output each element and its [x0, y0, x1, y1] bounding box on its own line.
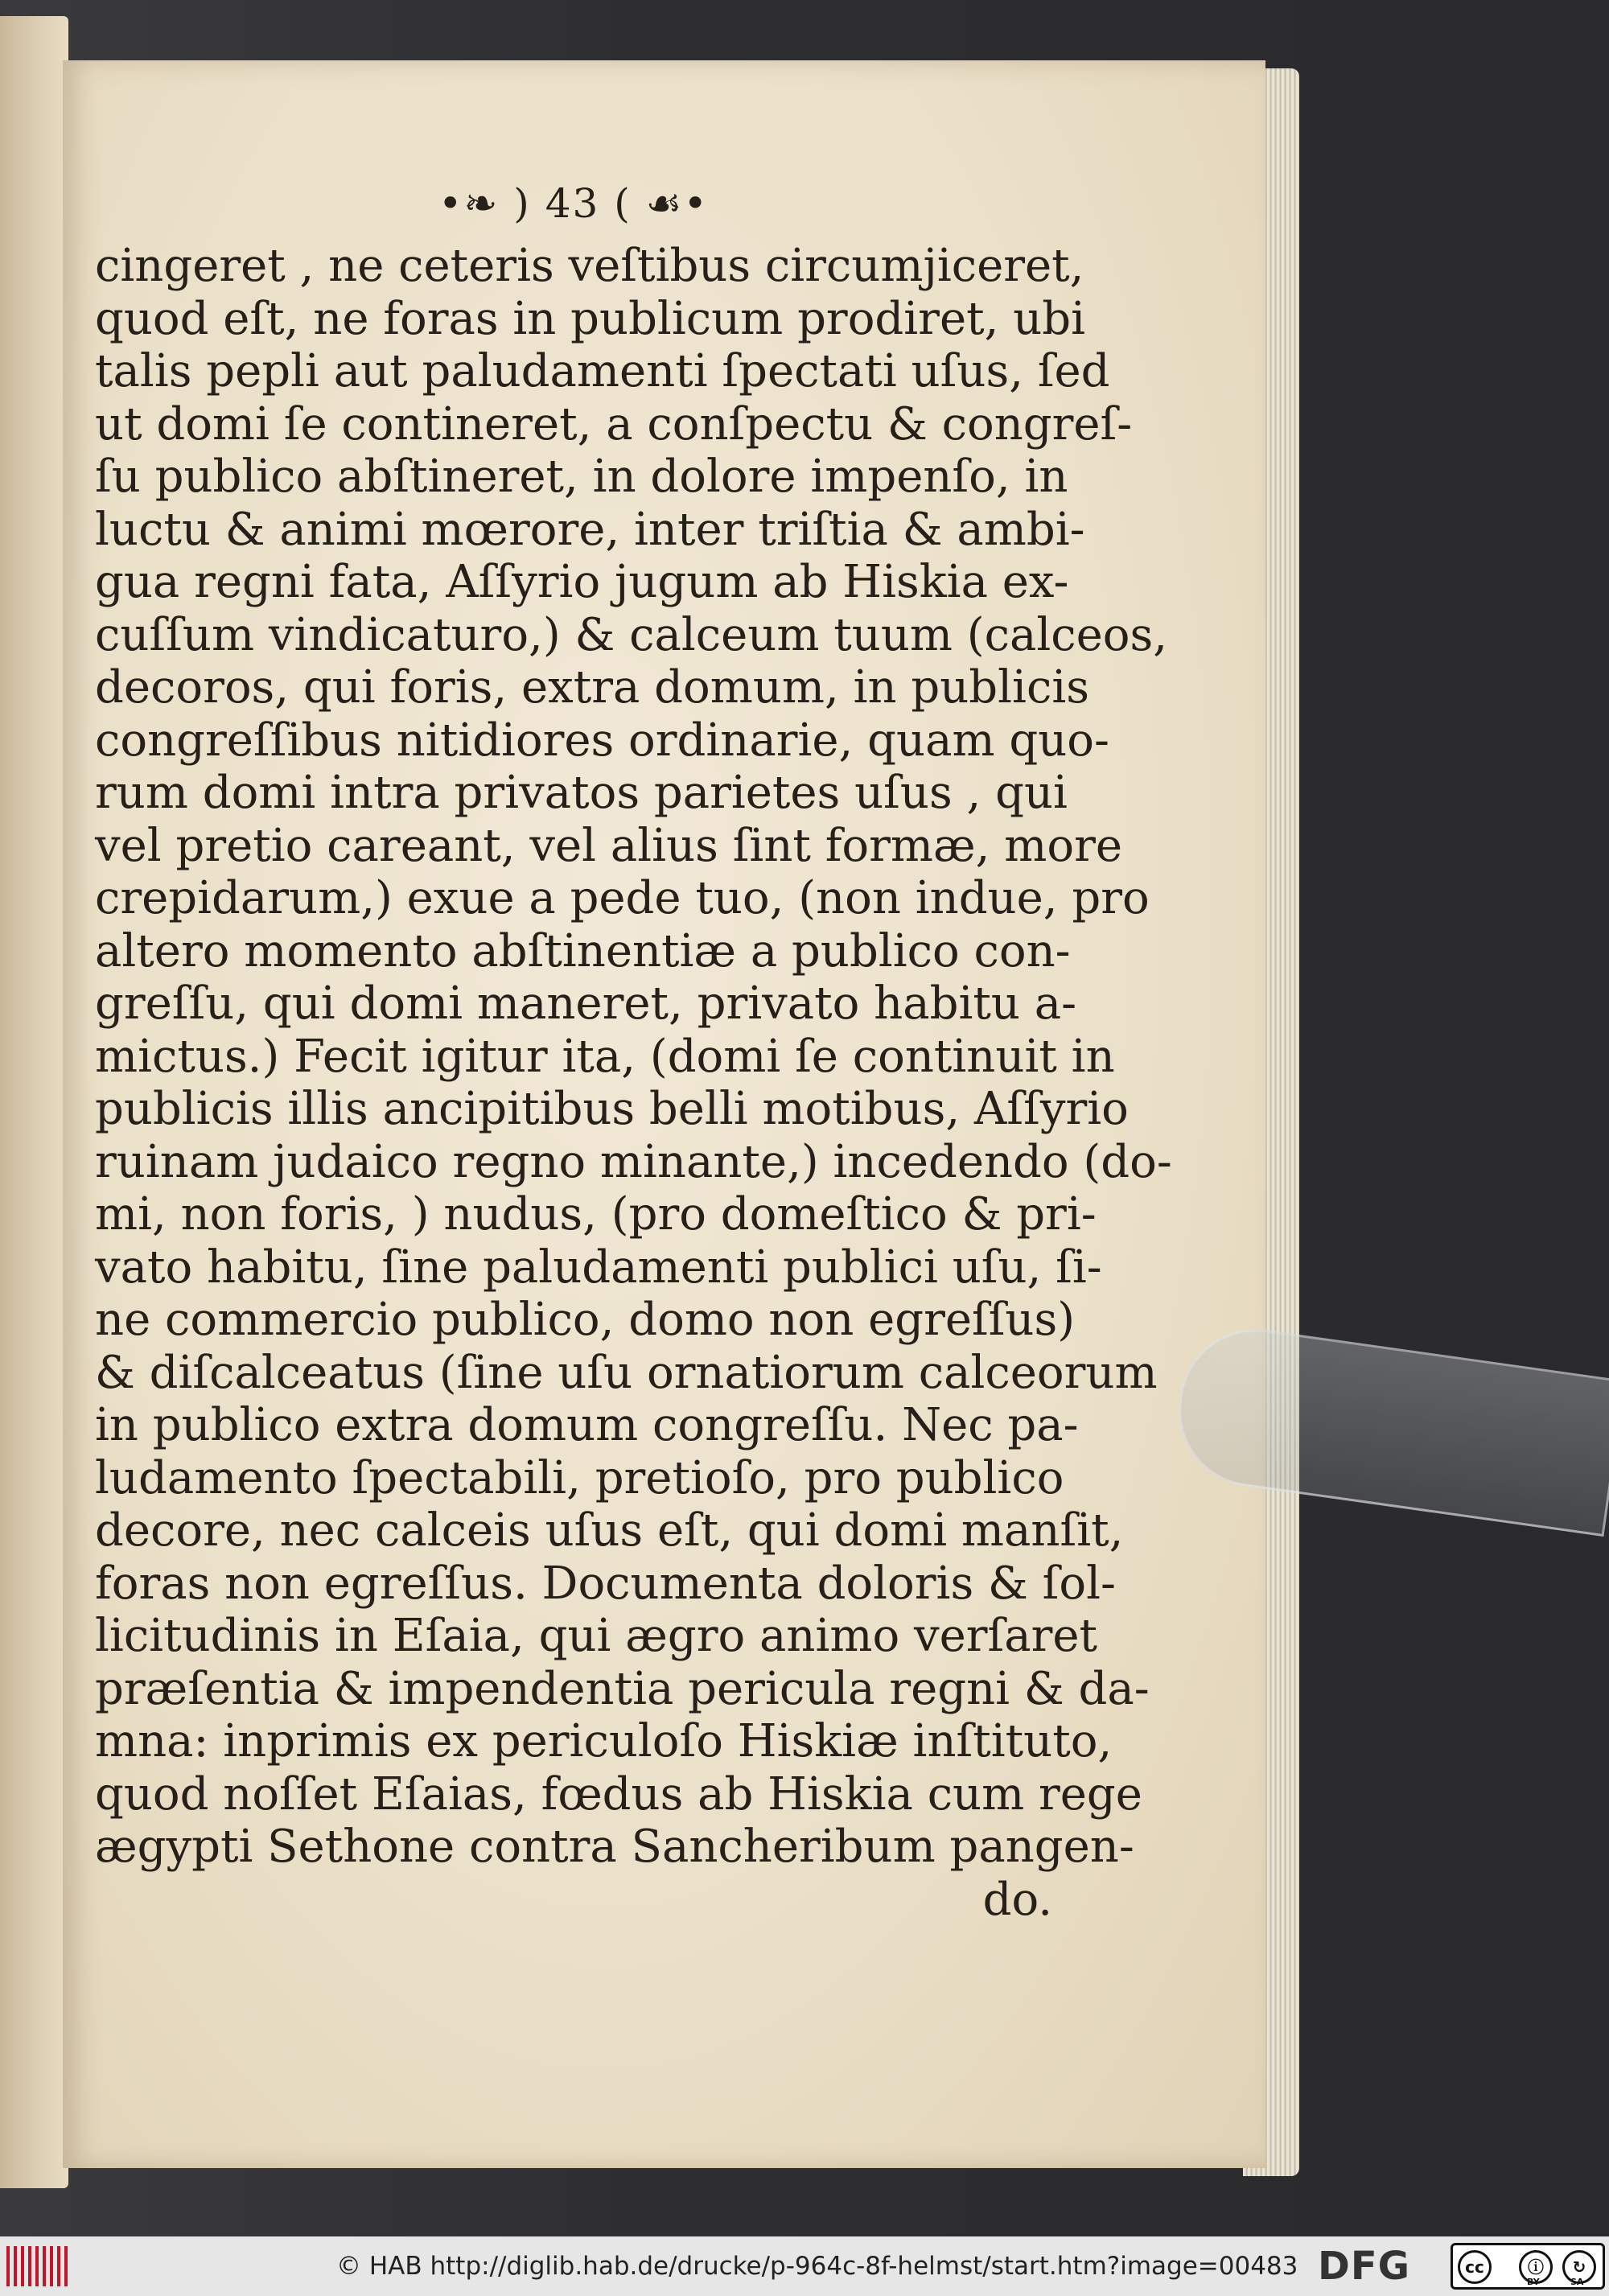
- by-icon: ⓘ: [1519, 2250, 1553, 2284]
- text-line: gua regni fata, Aſſyrio jugum ab Hiskia ex-: [95, 556, 1069, 608]
- text-line: rum domi intra privatos parietes uſus , qui: [95, 767, 1068, 819]
- text-line: quod noſſet Eſaias, fœdus ab Hiskia cum rege: [95, 1767, 1142, 1821]
- text-line: decoros, qui foris, extra domum, in publicis: [95, 661, 1089, 714]
- text-line: luctu & animi mœrore, inter triſtia & ambi-: [95, 503, 1085, 556]
- sa-icon: ↻: [1562, 2250, 1596, 2284]
- text-line: ut domi ſe contineret, a conſpectu & congreſ-: [95, 397, 1133, 451]
- text-line: decore, nec calceis uſus eſt, qui domi manſit,: [95, 1504, 1124, 1557]
- facing-page-edge: [0, 16, 68, 2188]
- footer-credit[interactable]: © HAB http://diglib.hab.de/drucke/p-964c-8f-helmst/start.htm?image=00483: [336, 2252, 1298, 2281]
- text-line: præſentia & impendentia pericula regni & da-: [95, 1662, 1150, 1715]
- text-line: congreſſibus nitidiores ordinarie, quam quo-: [95, 714, 1109, 767]
- cc-icon: cc: [1458, 2250, 1492, 2284]
- text-line: in publico extra domum congreſſu. Nec pa-: [95, 1399, 1079, 1451]
- page-header: •❧ ) 43 ( ☙•: [438, 180, 709, 227]
- text-lines: [95, 240, 1172, 1926]
- text-line: licitudinis in Eſaia, qui ægro animo verſaret: [95, 1610, 1098, 1662]
- dfg-logo: DFG: [1318, 2244, 1411, 2289]
- text-line: greſſu, qui domi maneret, privato habitu a-: [95, 977, 1077, 1030]
- text-line: foras non egreſſus. Documenta doloris & ſol-: [95, 1557, 1116, 1610]
- text-line: ludamento ſpectabili, pretioſo, pro publico: [95, 1451, 1064, 1504]
- text-line: ægypti Sethone contra Sancheribum pangen-: [95, 1821, 1134, 1873]
- text-line: do.: [982, 1873, 1052, 1926]
- text-line: publicis illis ancipitibus belli motibus, Aſſyrio: [95, 1083, 1129, 1135]
- text-line: talis pepli aut paludamenti ſpectati uſus, ſed: [95, 345, 1110, 397]
- text-line: cingeret , ne ceteris veſtibus circumjiceret,: [95, 240, 1084, 292]
- sa-label: SA: [1570, 2277, 1584, 2287]
- text-line: & diſcalceatus (ſine uſu ornatiorum calceorum: [95, 1346, 1158, 1399]
- page-text: [95, 167, 1172, 1926]
- text-line: vel pretio careant, vel alius ſint formæ, more: [95, 819, 1122, 872]
- text-line: ruinam judaico regno minante,) incedendo (do-: [95, 1135, 1172, 1188]
- footer-bar: [0, 2236, 1609, 2296]
- text-line: crepidarum,) exue a pede tuo, (non indue, pro: [95, 872, 1150, 924]
- text-line: quod eſt, ne foras in publicum prodiret, ubi: [95, 292, 1086, 345]
- text-line: ſu publico abſtineret, in dolore impenſo, in: [95, 451, 1068, 503]
- text-line: ne commercio publico, domo non egreſſus): [95, 1294, 1076, 1346]
- text-line: altero momento abſtinentiæ a publico con-: [95, 924, 1071, 977]
- cc-license-badge[interactable]: [1451, 2243, 1605, 2290]
- text-line: vato habitu, ſine paludamenti publici uſu, ſi-: [95, 1241, 1102, 1294]
- text-line: mna: inprimis ex periculoſo Hiskiæ inſtituto,: [95, 1715, 1113, 1767]
- text-line: mictus.) Fecit igitur ita, (domi ſe continuit in: [95, 1030, 1115, 1083]
- hab-logo-icon: [6, 2246, 69, 2286]
- by-label: BY: [1527, 2277, 1540, 2287]
- text-line: cuſſum vindicaturo,) & calceum tuum (calceos,: [95, 608, 1168, 661]
- text-line: mi, non foris, ) nudus, (pro domeſtico & pri-: [95, 1188, 1097, 1241]
